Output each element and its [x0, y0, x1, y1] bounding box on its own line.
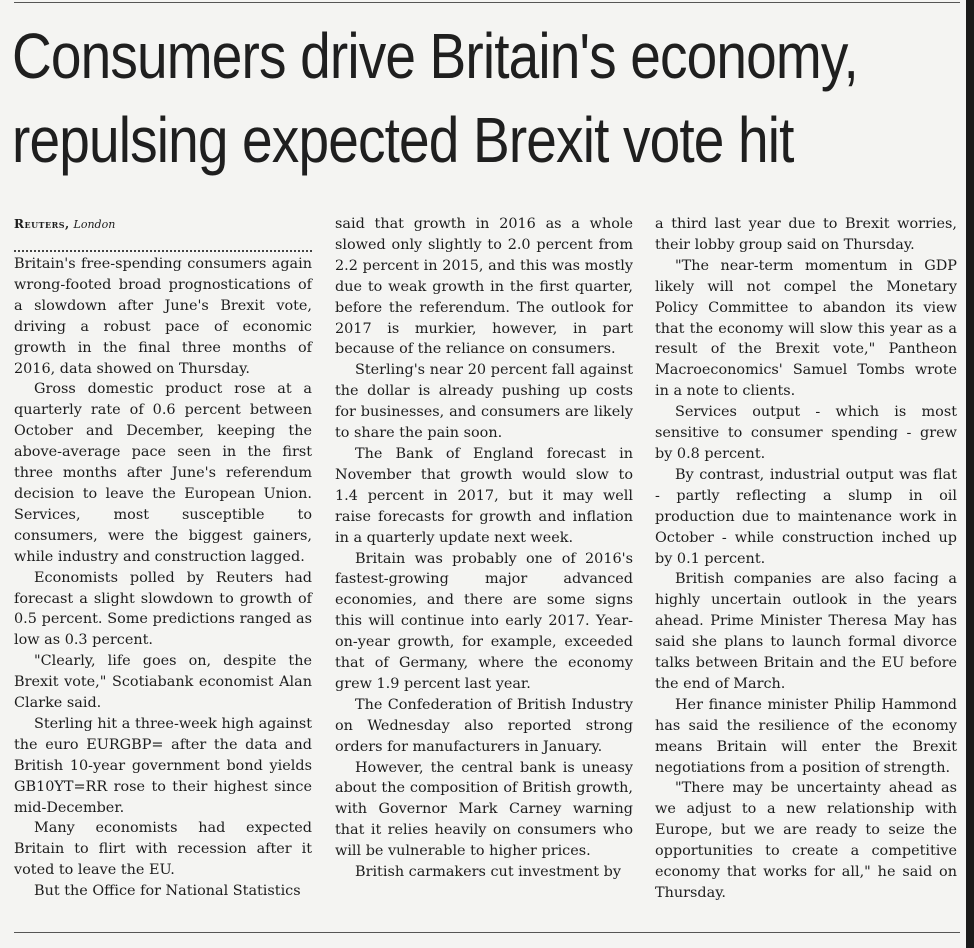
paragraph: "Clearly, life goes on, despite the Brexit vote," Scotiabank economist Alan Clarke said.	[14, 653, 312, 712]
paragraph: Sterling hit a three-week high against the euro EURGBP= after the data and British 10-year government bond yields GB10YT=RR rose to their highest since mid-December.	[14, 715, 312, 816]
paragraph: "The near-term momentum in GDP likely will not compel the Monetary Policy Committee to abandon its view that the economy will slow this year as a result of the Brexit vote," Pantheon Macroeconomics' Samuel Tombs wrote in a note to clients.	[655, 257, 957, 400]
paragraph: However, the central bank is uneasy about the composition of British growth, with Governor Mark Carney warning that it relies heavily on consumers who will be vulnerable to higher prices.	[335, 759, 633, 860]
top-rule	[14, 2, 960, 3]
paragraph: Gross domestic product rose at a quarterly rate of 0.6 percent between October and December, keeping the above-average pace seen in the first three months after June's referendum decision to leave the European Union. Services, most susceptible to consumers, were the biggest gainers, while industry and construction lagged.	[14, 381, 312, 565]
paragraph: Britain's free-spending consumers again wrong-footed broad prognostications of a slowdown after June's Brexit vote, driving a robust pace of economic growth in the final three months of 2016, data showed on Thursday.	[14, 256, 312, 377]
paragraph: Economists polled by Reuters had forecast a slight slowdown to growth of 0.5 percent. Some predictions ranged as low as 0.3 percent.	[14, 569, 312, 649]
byline-agency: Reuters,	[14, 217, 70, 231]
paragraph: Her finance minister Philip Hammond has said the resilience of the economy means Britain will enter the Brexit negotiations from a position of strength.	[655, 696, 957, 776]
article-column-1	[14, 214, 312, 902]
paragraph: "There may be uncertainty ahead as we adjust to a new relationship with Europe, but we are ready to seize the opportunities to create a competitive economy that works for all," he said on Thursday.	[655, 780, 957, 901]
paragraph: The Confederation of British Industry on Wednesday also reported strong orders for manufacturers in January.	[335, 696, 633, 755]
headline-line-2: repulsing expected Brexit vote hit	[12, 104, 794, 176]
page-edge-shadow	[966, 0, 974, 948]
article-column-2	[335, 214, 633, 883]
paragraph: The Bank of England forecast in November that growth would slow to 1.4 percent in 2017, but it may well raise forecasts for growth and inflation in a quarterly update next week.	[335, 445, 633, 546]
article-column-3	[655, 214, 957, 904]
byline	[14, 214, 312, 234]
byline-location: London	[73, 218, 116, 231]
paragraph: a third last year due to Brexit worries, their lobby group said on Thursday.	[655, 216, 957, 253]
paragraph: Many economists had expected Britain to flirt with recession after it voted to leave the EU.	[14, 820, 312, 879]
paragraph: Britain was probably one of 2016's fastest-growing major advanced economies, and there are some signs this will continue into early 2017. Year-on-year growth, for example, exceeded that of Germany, where the economy grew 1.9 percent last year.	[335, 550, 633, 692]
paragraph: Services output - which is most sensitive to consumer spending - grew by 0.8 percent.	[655, 404, 957, 462]
paragraph: British companies are also facing a highly uncertain outlook in the years ahead. Prime Minister Theresa May has said she plans to launch formal divorce talks between Britain and the EU before the end of March.	[655, 571, 957, 692]
paragraph: Sterling's near 20 percent fall against the dollar is already pushing up costs for businesses, and consumers are likely to share the pain soon.	[335, 362, 633, 442]
bottom-rule	[14, 932, 960, 933]
paragraph: By contrast, industrial output was flat - partly reflecting a slump in oil production due to maintenance work in October - while construction inched up by 0.1 percent.	[655, 466, 957, 567]
paragraph: British carmakers cut investment by	[355, 864, 621, 881]
dotted-separator	[14, 234, 312, 252]
headline-line-1: Consumers drive Britain's economy,	[12, 20, 858, 92]
headline	[12, 14, 858, 182]
paragraph: But the Office for National Statistics	[34, 883, 301, 900]
paragraph: said that growth in 2016 as a whole slowed only slightly to 2.0 percent from 2.2 percent in 2015, and this was mostly due to weak growth in the first quarter, before the referendum. The outlook for 2017 is murkier, however, in part because of the reliance on consumers.	[335, 216, 633, 358]
